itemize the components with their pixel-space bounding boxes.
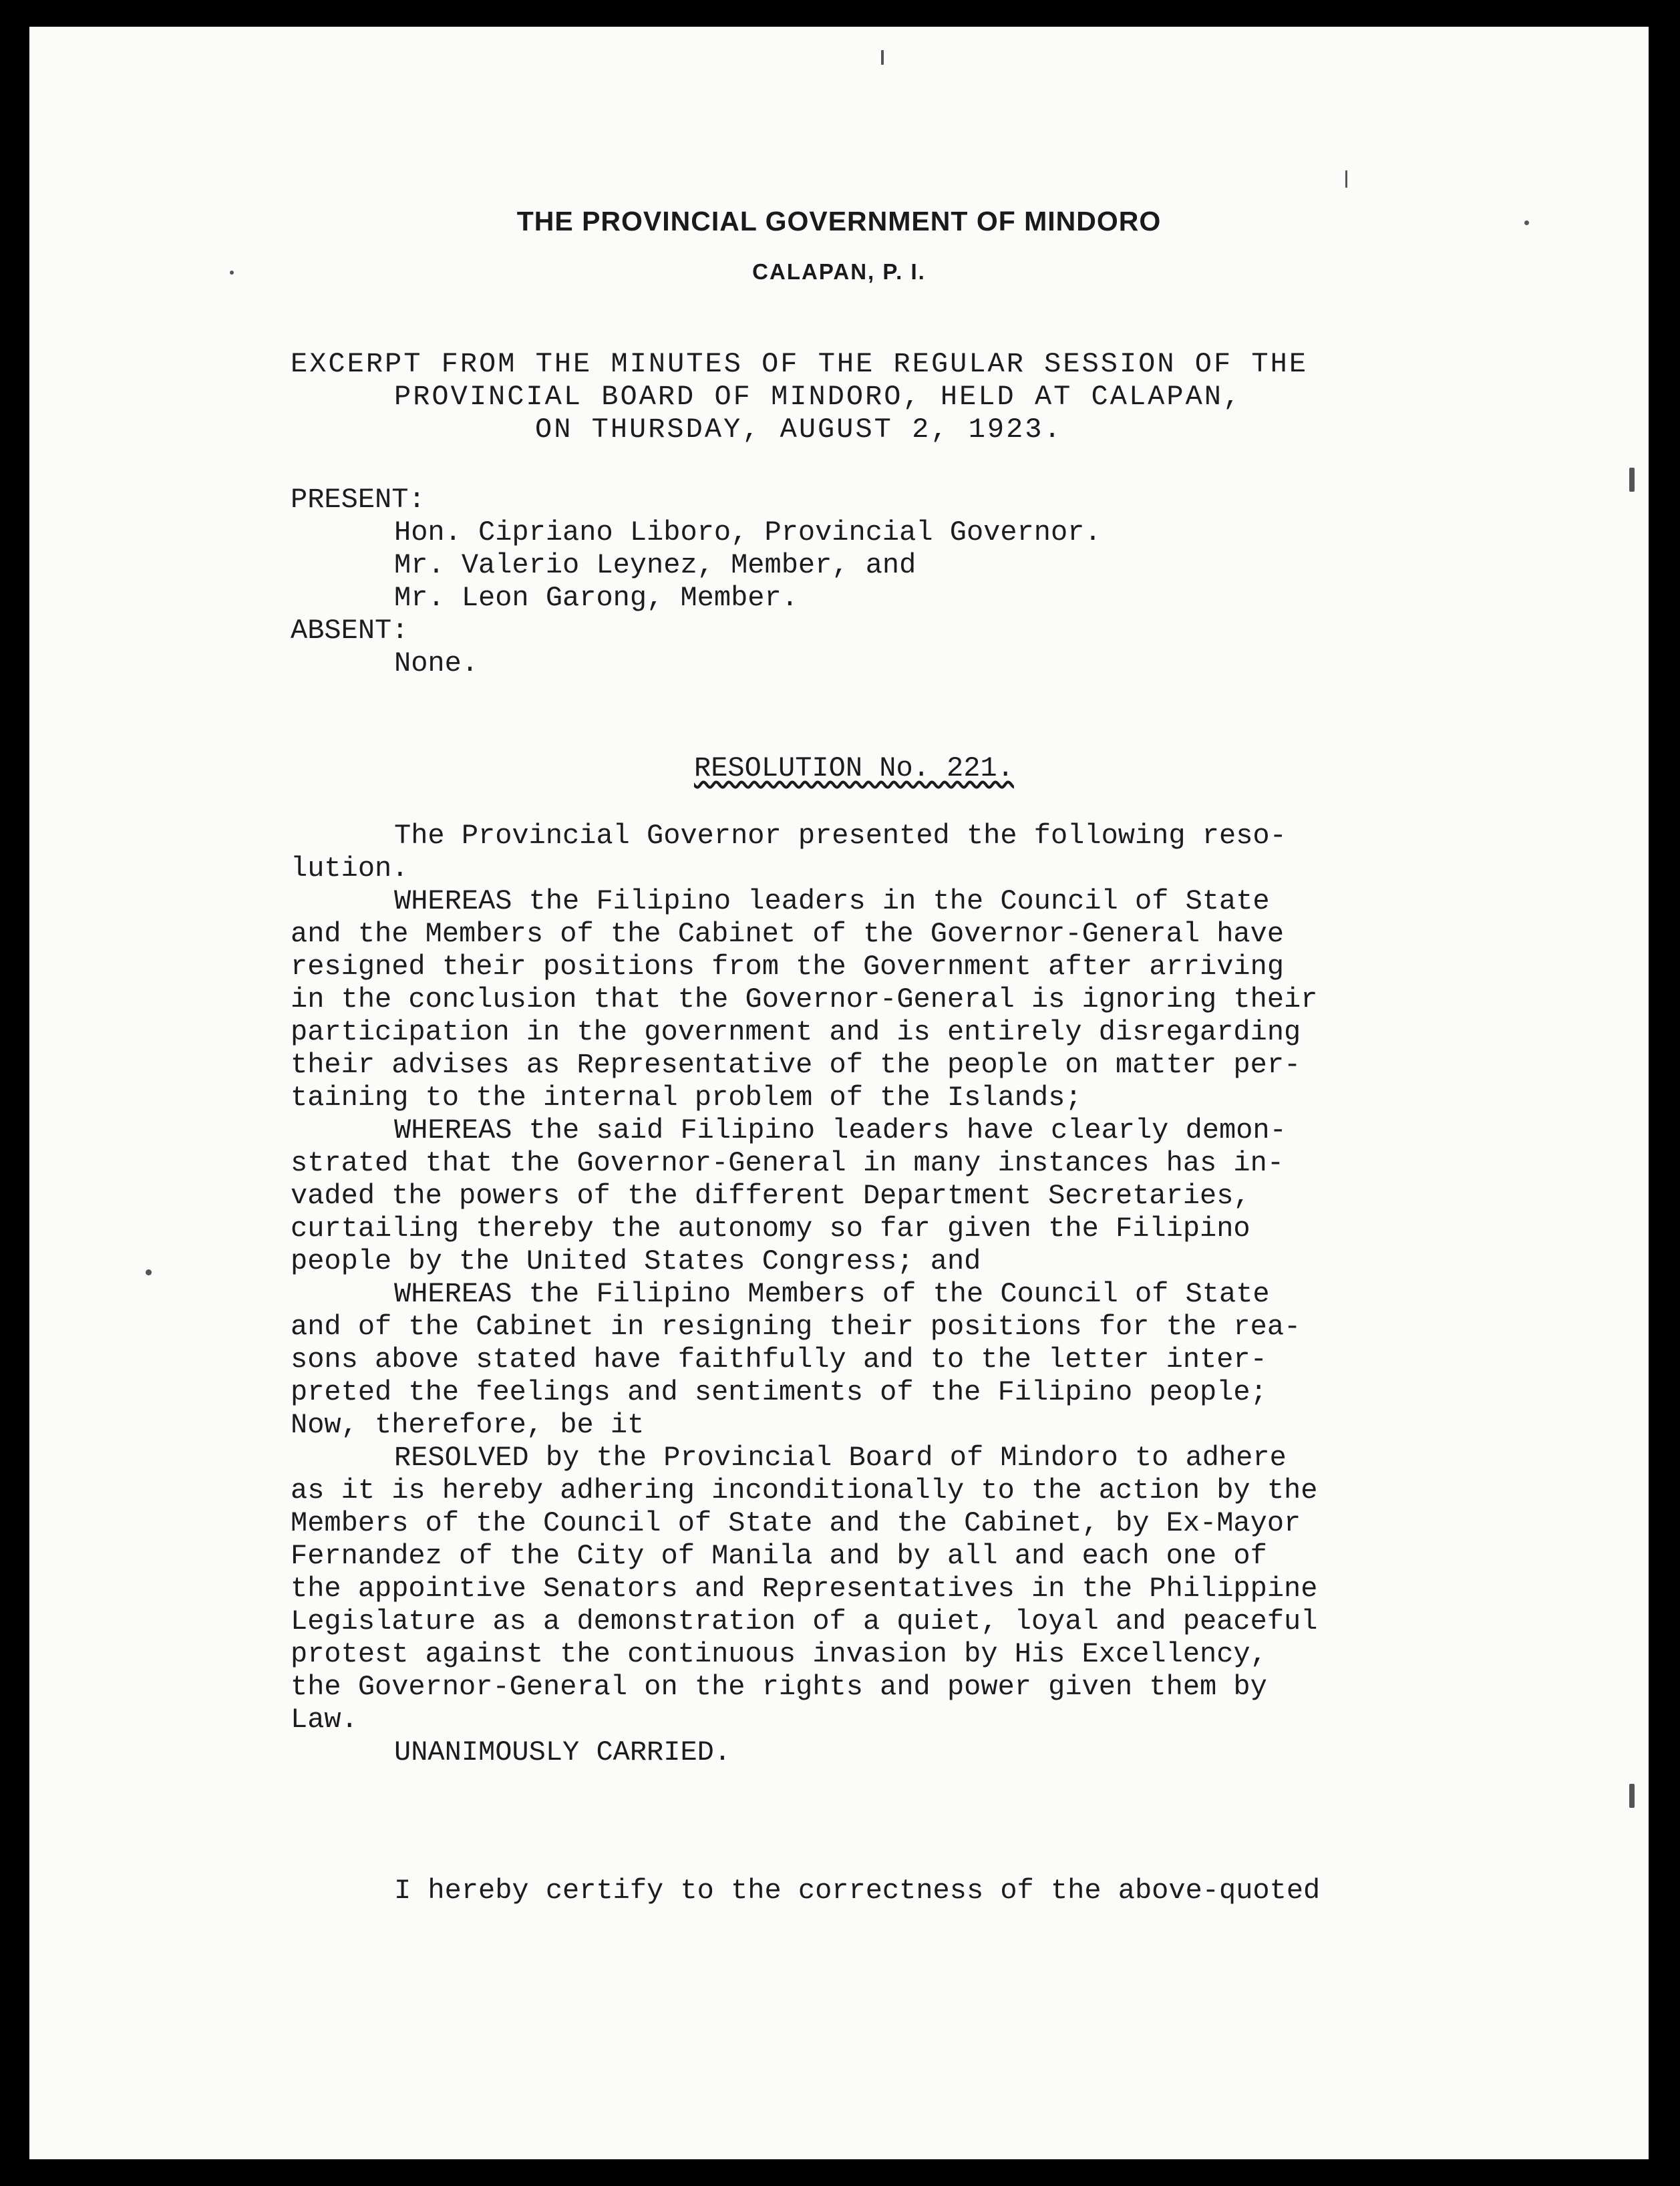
scan-speck xyxy=(1629,468,1635,492)
body-line: UNANIMOUSLY CARRIED. xyxy=(394,1736,731,1768)
scan-speck xyxy=(1524,220,1529,225)
body-line: lution. xyxy=(291,852,409,885)
body-line: as it is hereby adhering inconditionally to the action by the xyxy=(291,1474,1318,1507)
body-line: taining to the internal problem of the Islands; xyxy=(291,1082,1082,1114)
scan-speck xyxy=(146,1269,152,1275)
present-member: Mr. Valerio Leynez, Member, and xyxy=(394,549,916,581)
body-line: Fernandez of the City of Manila and by all and each one of xyxy=(291,1540,1267,1572)
body-line: preted the feelings and sentiments of the Filipino people; xyxy=(291,1376,1267,1408)
body-line: their advises as Representative of the people on matter per- xyxy=(291,1049,1301,1081)
body-line: RESOLVED by the Provincial Board of Mindoro to adhere xyxy=(394,1442,1287,1474)
scan-speck xyxy=(230,271,234,275)
absent-value: None. xyxy=(394,647,479,679)
body-line: sons above stated have faithfully and to the letter inter- xyxy=(291,1344,1267,1376)
body-line: protest against the continuous invasion by His Excellency, xyxy=(291,1638,1267,1670)
absent-label: ABSENT: xyxy=(291,615,409,647)
heading-line: EXCERPT FROM THE MINUTES OF THE REGULAR SESSION OF THE xyxy=(291,348,1309,380)
body-line: Members of the Council of State and the Cabinet, by Ex-Mayor xyxy=(291,1507,1301,1539)
present-member: Mr. Leon Garong, Member. xyxy=(394,582,798,614)
body-line: WHEREAS the Filipino Members of the Council of State xyxy=(394,1278,1270,1310)
body-line: WHEREAS the Filipino leaders in the Council of State xyxy=(394,885,1270,917)
body-line: people by the United States Congress; and xyxy=(291,1245,981,1277)
body-line: the appointive Senators and Representatives in the Philippine xyxy=(291,1573,1318,1605)
body-line: participation in the government and is entirely disregarding xyxy=(291,1016,1301,1048)
body-line: Now, therefore, be it xyxy=(291,1409,645,1441)
body-line: vaded the powers of the different Department Secretaries, xyxy=(291,1180,1250,1212)
scan-speck xyxy=(1629,1784,1635,1808)
body-line: WHEREAS the said Filipino leaders have clearly demon- xyxy=(394,1114,1287,1146)
body-line: in the conclusion that the Governor-General is ignoring their xyxy=(291,983,1318,1016)
body-line: resigned their positions from the Government after arriving xyxy=(291,951,1285,983)
body-line: the Governor-General on the rights and power given them by xyxy=(291,1671,1267,1703)
scan-speck xyxy=(1345,170,1347,188)
letterhead-title: THE PROVINCIAL GOVERNMENT OF MINDORO xyxy=(516,206,1162,237)
present-label: PRESENT: xyxy=(291,484,426,516)
document-page xyxy=(29,27,1649,2159)
body-line: and the Members of the Cabinet of the Governor-General have xyxy=(291,918,1285,950)
body-line: Legislature as a demonstration of a quiet, loyal and peaceful xyxy=(291,1605,1318,1637)
body-line: Law. xyxy=(291,1704,358,1736)
letterhead-location: CALAPAN, P. I. xyxy=(752,259,926,284)
body-line: and of the Cabinet in resigning their positions for the rea- xyxy=(291,1311,1301,1343)
heading-line: PROVINCIAL BOARD OF MINDORO, HELD AT CALAPAN, xyxy=(394,381,1242,413)
resolution-title: RESOLUTION No. 221. xyxy=(694,752,1014,784)
certification-line: I hereby certify to the correctness of the above-quoted xyxy=(394,1875,1321,1907)
body-line: curtailing thereby the autonomy so far given the Filipino xyxy=(291,1213,1250,1245)
scan-speck xyxy=(881,50,884,65)
heading-line: ON THURSDAY, AUGUST 2, 1923. xyxy=(535,414,1063,446)
present-member: Hon. Cipriano Liboro, Provincial Governor. xyxy=(394,516,1102,549)
body-line: The Provincial Governor presented the following reso- xyxy=(394,820,1287,852)
body-line: strated that the Governor-General in many instances has in- xyxy=(291,1147,1285,1179)
